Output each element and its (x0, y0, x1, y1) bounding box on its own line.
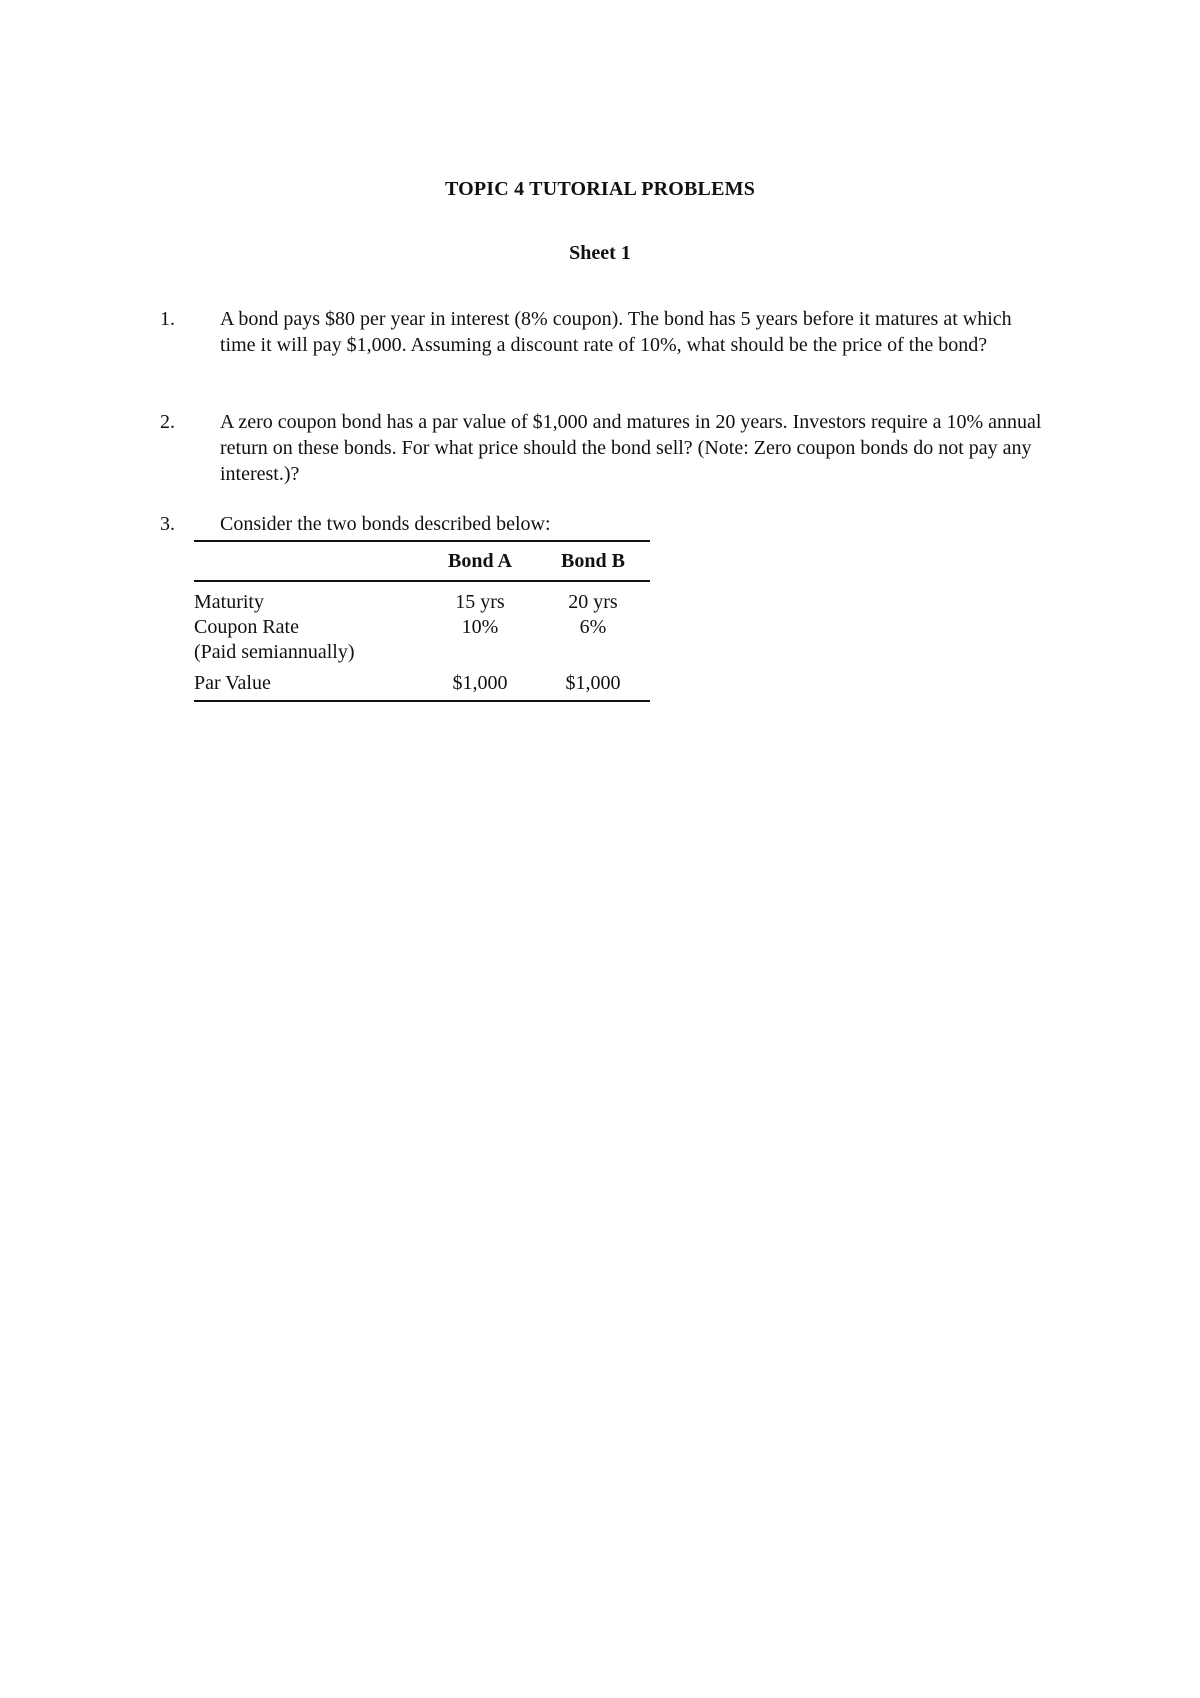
bond-comparison-table (194, 540, 650, 702)
bond-b-value: 6% (579, 616, 607, 638)
table-header-row (194, 541, 650, 581)
table-row (194, 581, 650, 615)
document-subtitle: Sheet 1 (569, 242, 631, 264)
problem-number: 1. (160, 308, 175, 330)
bond-a-value: 10% (461, 616, 499, 638)
problem-1 (160, 306, 1060, 358)
bond-b-value: 20 yrs (568, 591, 618, 613)
problem-text: A zero coupon bond has a par value of $1,000 and matures in 20 years. Investors require a 10% annual return on these bonds. For what price should the bond sell? (Note: Zero coupon bonds do not pay any interest.)? (220, 411, 1042, 485)
row-label: Maturity (194, 591, 264, 613)
row-label-main: Coupon Rate (194, 616, 299, 638)
row-label: Par Value (194, 672, 271, 694)
table-header-bond-a: Bond A (448, 549, 512, 572)
problem-text: Consider the two bonds described below: (220, 513, 551, 535)
problem-3 (160, 511, 1060, 537)
document-title: TOPIC 4 TUTORIAL PROBLEMS (444, 178, 756, 200)
table-header-blank (194, 541, 424, 581)
problem-text: A bond pays $80 per year in interest (8% coupon). The bond has 5 years before it matures at which time it will pay $1,000. Assuming a discount rate of 10%, what should be the price of the bond? (220, 308, 1012, 356)
problem-2 (160, 409, 1060, 487)
bond-a-value: $1,000 (452, 672, 508, 694)
row-label-sub: (Paid semiannually) (194, 641, 355, 663)
table-row (194, 615, 650, 665)
bond-a-value: 15 yrs (455, 591, 505, 613)
problem-number: 2. (160, 411, 175, 433)
table-row (194, 665, 650, 701)
table-header-bond-b: Bond B (561, 549, 625, 572)
bond-b-value: $1,000 (565, 672, 621, 694)
row-label (194, 615, 424, 665)
problem-number: 3. (160, 513, 175, 535)
